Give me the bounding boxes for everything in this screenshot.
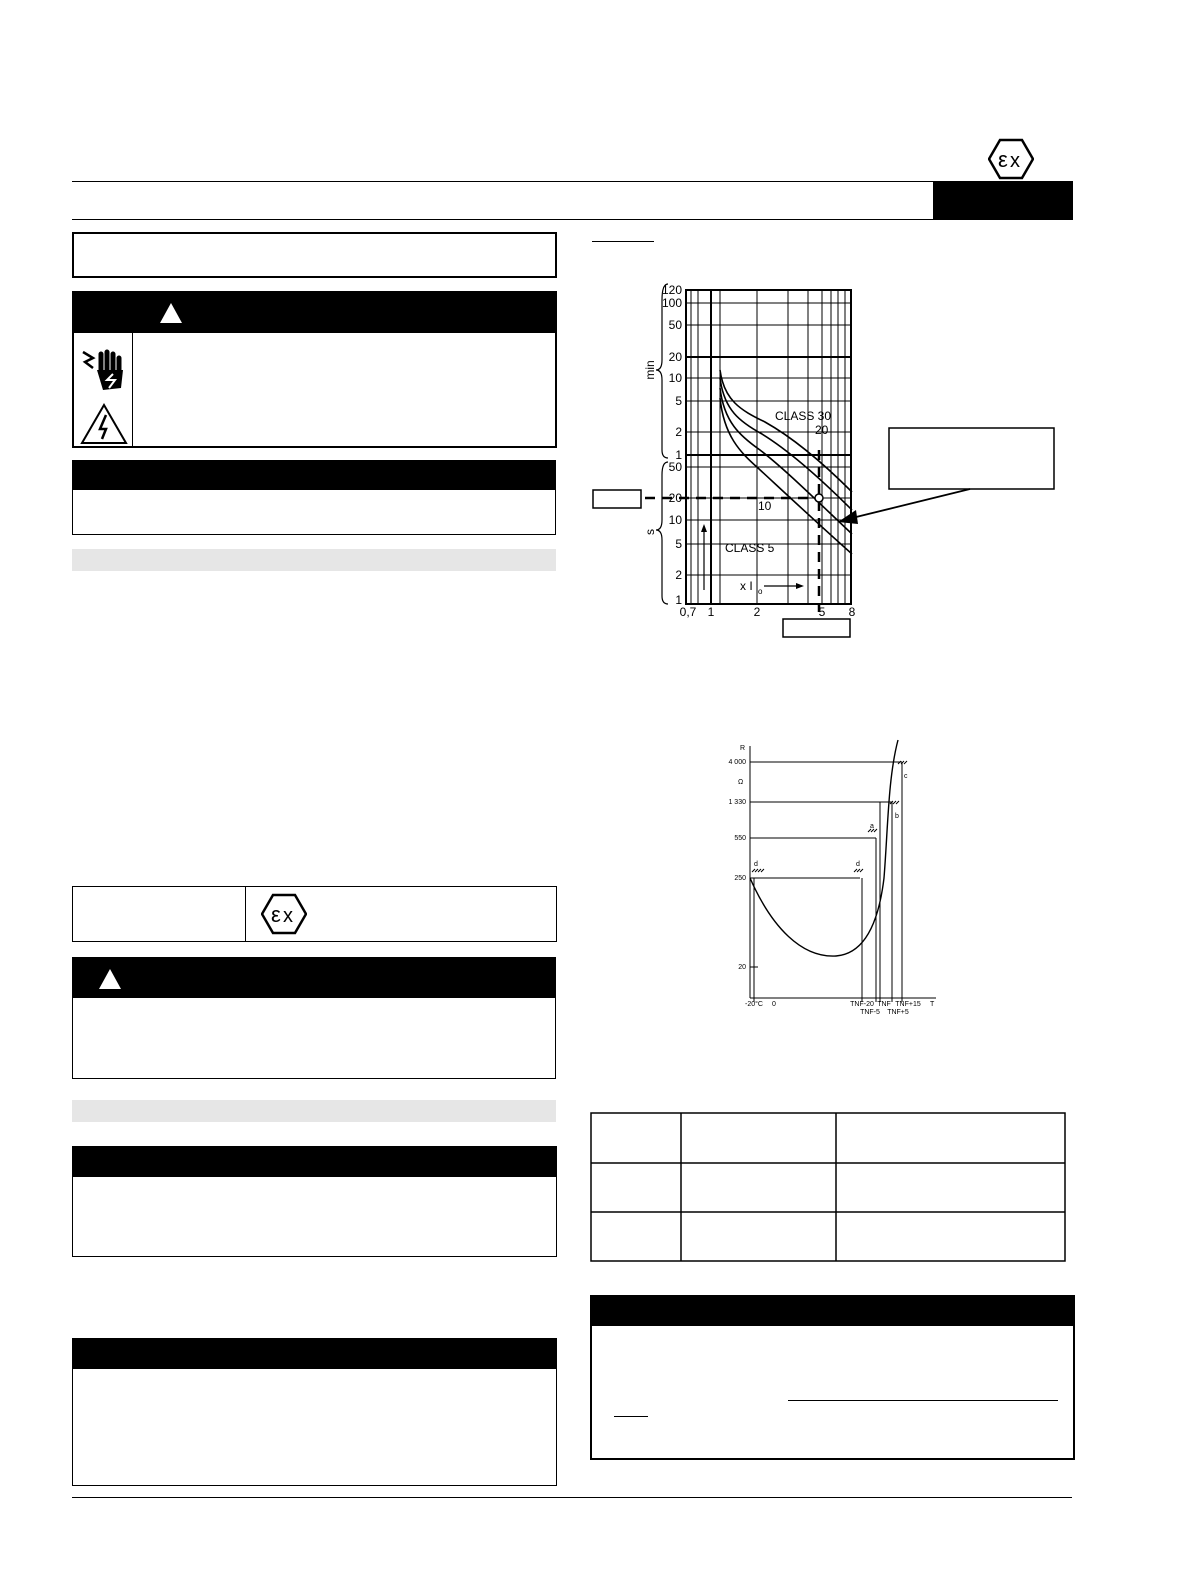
caution-header xyxy=(73,958,555,998)
x-tick: 2 xyxy=(753,605,761,619)
warning-box-3 xyxy=(72,1338,557,1486)
figure-caption-underline xyxy=(592,241,654,242)
x-tick: 0,7 xyxy=(679,605,697,619)
svg-text:ε: ε xyxy=(271,902,281,927)
warning-triangle-icon xyxy=(159,302,183,324)
x-tick: -20°C xyxy=(745,1001,763,1008)
section-band-1 xyxy=(72,549,556,571)
header-rule-bottom xyxy=(72,219,1073,220)
brace-s xyxy=(656,462,668,604)
svg-text:x: x xyxy=(283,905,293,927)
y-tick-s: 20 xyxy=(668,491,682,505)
chart1-labels xyxy=(643,283,856,619)
y-axis-label: R xyxy=(740,745,746,752)
curve-marker: b xyxy=(895,813,899,820)
curve-label-20: 20 xyxy=(815,423,829,437)
y-tick-s: 1 xyxy=(675,593,682,607)
hatch-marks xyxy=(752,761,907,872)
warning-box-3-header xyxy=(73,1339,556,1369)
y-unit-min: min xyxy=(643,360,657,380)
note-underline-2 xyxy=(614,1416,648,1417)
note-box xyxy=(590,1295,1075,1460)
curve-label-class-30: CLASS 30 xyxy=(775,409,832,423)
certification-divider xyxy=(245,887,246,941)
data-table xyxy=(590,1112,1068,1264)
y-unit-s: s xyxy=(643,529,657,535)
y-tick-min: 50 xyxy=(668,318,682,332)
danger-icon-divider xyxy=(132,333,133,446)
curve-marker: d xyxy=(754,861,758,868)
y-unit: Ω xyxy=(738,779,744,786)
x-axis-label-sub: o xyxy=(758,587,763,596)
ex-logo-small xyxy=(261,893,307,935)
x-tick: 8 xyxy=(848,605,856,619)
y-tick: 1 330 xyxy=(728,799,746,806)
chart2-frame xyxy=(750,746,936,1002)
y-tick-s: 5 xyxy=(675,537,682,551)
y-tick-min: 100 xyxy=(661,296,682,310)
x-tick: 1 xyxy=(707,605,715,619)
callout-arrow-head xyxy=(838,510,858,524)
x-tick: TNF+15 xyxy=(895,1001,921,1008)
electric-hand-icon xyxy=(79,346,129,396)
warning-box-1-header xyxy=(73,461,555,490)
header-rule-top xyxy=(72,181,1073,182)
trip-curve-chart xyxy=(590,270,1070,650)
warning-triangle-icon xyxy=(98,968,122,990)
y-tick: 250 xyxy=(734,875,746,882)
note-box-header xyxy=(592,1297,1073,1326)
y-tick-s: 50 xyxy=(668,460,682,474)
danger-header xyxy=(74,293,555,333)
x-tick: TNF xyxy=(877,1001,891,1008)
curve-marker: c xyxy=(904,773,908,780)
electrical-hazard-icon xyxy=(80,403,128,445)
y-tick-min: 1 xyxy=(675,448,682,462)
y-tick-min: 20 xyxy=(668,350,682,364)
warning-box-1 xyxy=(72,460,556,535)
footer-rule xyxy=(72,1497,1072,1498)
caution-box xyxy=(72,957,556,1079)
callout-arrow-line xyxy=(852,489,970,518)
y-tick: 550 xyxy=(734,835,746,842)
x-tick: 0 xyxy=(772,1001,776,1008)
ptc-resistance-chart xyxy=(712,738,944,1048)
x-callout-box xyxy=(783,619,850,637)
svg-text:ε: ε xyxy=(998,147,1008,172)
intro-box xyxy=(72,232,557,278)
y-tick-min: 120 xyxy=(661,283,682,297)
x-tick: TNF-20 xyxy=(850,1001,874,1008)
curve-label-10: 10 xyxy=(758,499,772,513)
x-tick: TNF-5 xyxy=(860,1009,880,1016)
warning-box-2-header xyxy=(73,1147,556,1177)
horizontal-arrow-head xyxy=(796,583,804,589)
y-tick-s: 2 xyxy=(675,568,682,582)
section-band-2 xyxy=(72,1100,556,1122)
brace-min xyxy=(656,284,668,458)
chart2-labels xyxy=(728,745,935,1016)
y-callout-box xyxy=(593,490,641,508)
curve-marker: d xyxy=(856,861,860,868)
chart1-grid xyxy=(686,290,851,604)
y-tick-min: 2 xyxy=(675,425,682,439)
danger-box xyxy=(72,291,557,448)
note-underline-1 xyxy=(788,1400,1058,1401)
certification-box xyxy=(72,886,557,942)
x-tick: 5 xyxy=(818,605,826,619)
curve-marker: a xyxy=(870,823,874,830)
ex-logo xyxy=(988,138,1034,180)
callout-note-box xyxy=(889,428,1054,489)
x-axis-label: x I xyxy=(740,579,753,593)
y-tick-min: 5 xyxy=(675,394,682,408)
curve-label-class-5: CLASS 5 xyxy=(725,541,775,555)
x-axis-label: T xyxy=(930,1001,935,1008)
header-tab xyxy=(933,181,1073,220)
vertical-arrow-head xyxy=(701,524,707,532)
table-frame xyxy=(591,1113,1065,1261)
curve-class-30 xyxy=(720,370,852,492)
reference-point xyxy=(815,494,823,502)
y-tick-s: 10 xyxy=(668,513,682,527)
curve-class-20 xyxy=(720,378,852,510)
trip-curves xyxy=(720,370,852,554)
y-tick-min: 10 xyxy=(668,371,682,385)
x-tick: TNF+5 xyxy=(887,1009,909,1016)
y-tick: 20 xyxy=(738,964,746,971)
warning-box-2 xyxy=(72,1146,557,1257)
svg-text:x: x xyxy=(1010,150,1020,172)
y-tick: 4 000 xyxy=(728,759,746,766)
